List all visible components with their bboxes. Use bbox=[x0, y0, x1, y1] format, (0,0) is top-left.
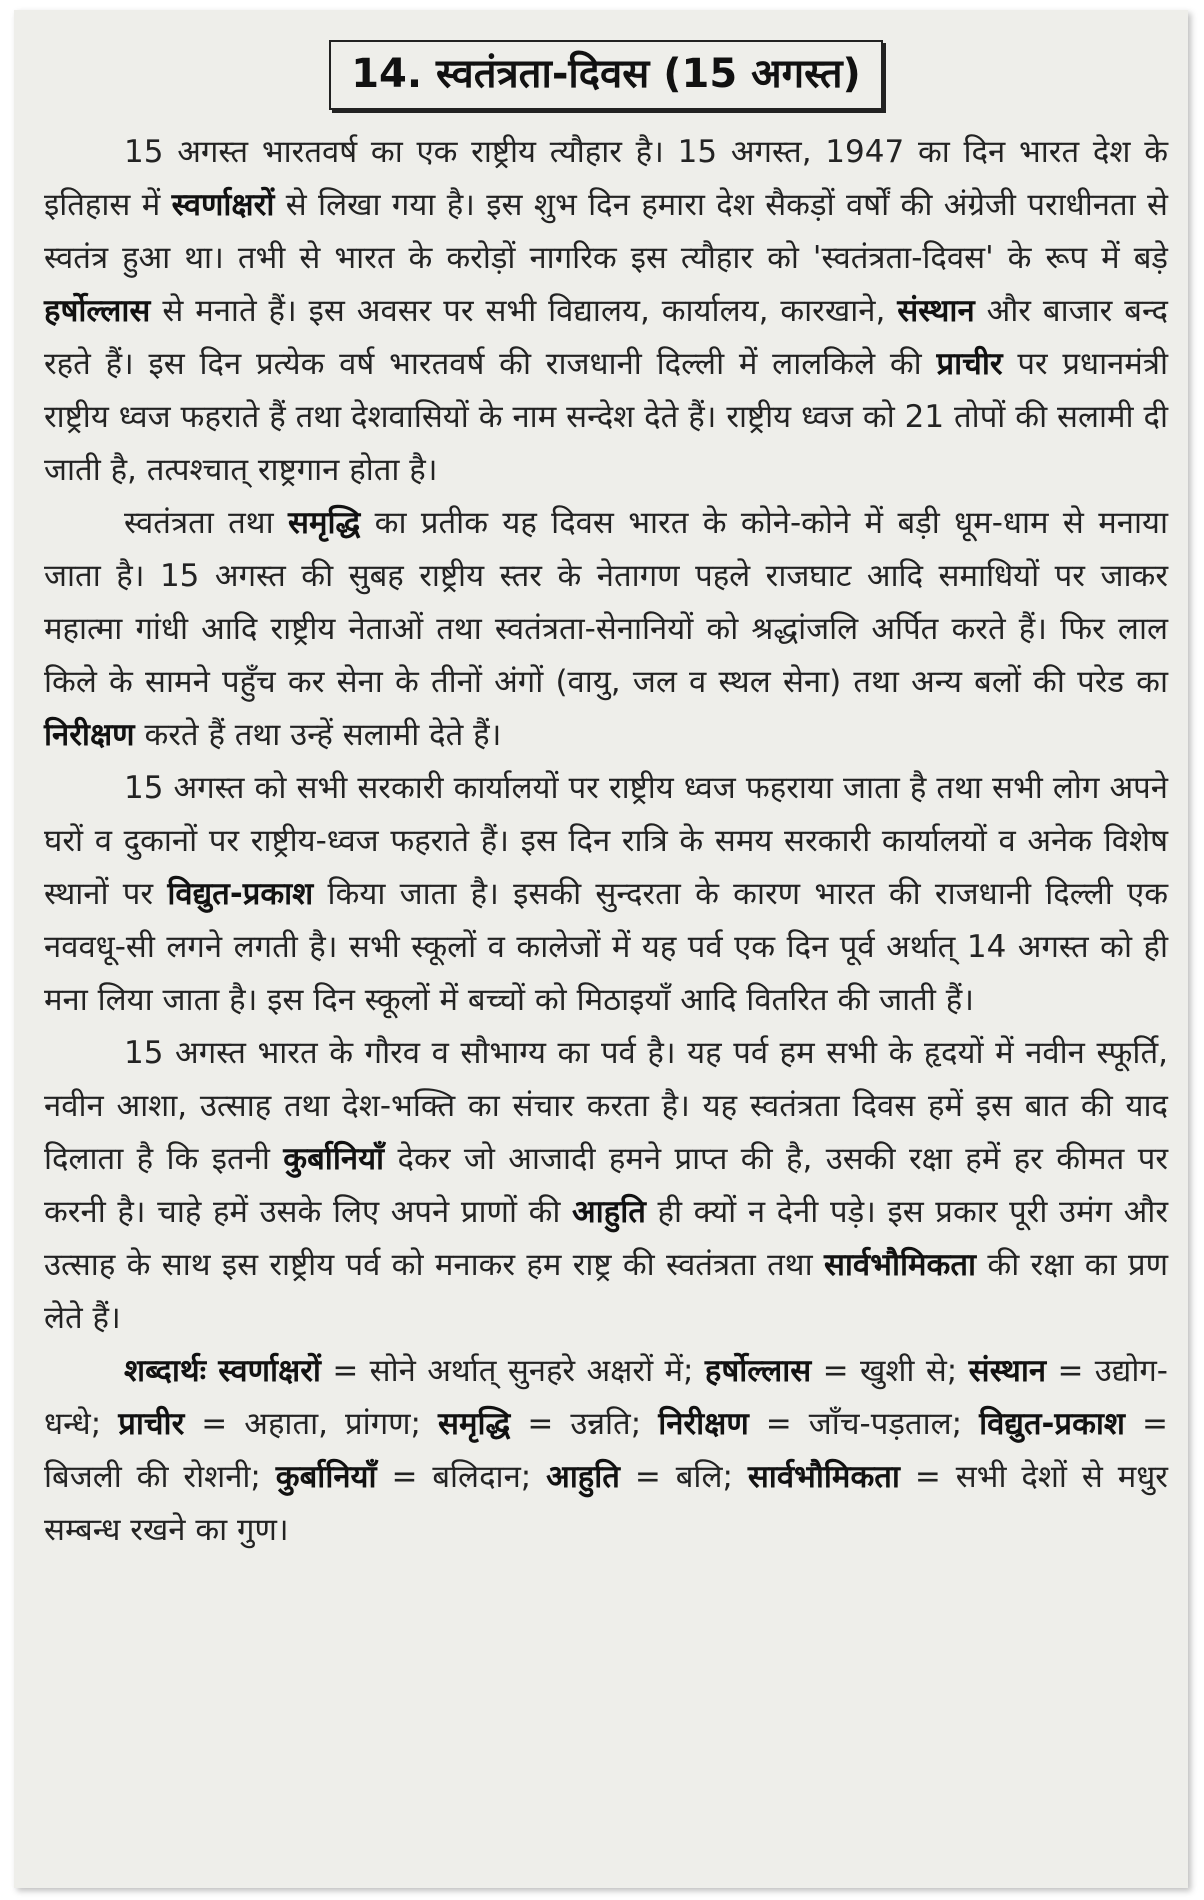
bold-keyword: आहुति bbox=[546, 1459, 620, 1495]
book-page bbox=[14, 10, 1188, 1888]
text-run: = बलि; bbox=[619, 1459, 748, 1495]
bold-keyword: विद्युत-प्रकाश bbox=[167, 876, 314, 912]
text-run: 15 अगस्त भारत के गौरव व सौभाग्य का पर्व है। यह पर्व हम सभी के हृदयों में नवीन स्फूर्ति, नवीन आशा, उत्साह तथा देश-भक्ति का संचार करता है। यह स्वतंत्रता दिवस हमें इस बात की याद दिलाता है कि इतनी bbox=[44, 1035, 1168, 1177]
paragraph-3 bbox=[44, 762, 1168, 1027]
bold-keyword: समृद्धि bbox=[438, 1406, 511, 1442]
bold-keyword: सार्वभौमिकता bbox=[823, 1247, 977, 1283]
bold-keyword: संस्थान bbox=[968, 1353, 1047, 1389]
text-run: = खुशी से; bbox=[811, 1353, 969, 1389]
bold-keyword: संस्थान bbox=[897, 293, 975, 329]
text-run: पर प्रधानमंत्री राष्ट्रीय ध्वज फहराते हैं तथा देशवासियों के नाम सन्देश देते हैं। राष्ट्रीय ध्वज को 21 तोपों की सलामी दी जाती है, तत्पश्चात् राष्ट्रगान होता है। bbox=[44, 346, 1168, 488]
bold-keyword: निरीक्षण bbox=[44, 717, 135, 753]
bold-keyword: प्राचीर bbox=[118, 1406, 185, 1442]
glossary bbox=[44, 1345, 1168, 1557]
essay-body bbox=[44, 126, 1168, 1345]
bold-keyword: कुर्बानियाँ bbox=[283, 1141, 385, 1177]
text-run: = अहाता, प्रांगण; bbox=[184, 1406, 439, 1442]
text-run: किया जाता है। इसकी सुन्दरता के कारण भारत की राजधानी दिल्ली एक नववधू-सी लगने लगती है। सभी स्कूलों व कालेजों में यह पर्व एक दिन पूर्व अर्थात् 14 अगस्त को ही मना लिया जाता है। इस दिन स्कूलों में बच्चों को मिठाइयाँ आदि वितरित की जाती हैं। bbox=[44, 876, 1168, 1018]
bold-keyword: आहुति bbox=[572, 1194, 646, 1230]
bold-keyword: हर्षोल्लास bbox=[704, 1353, 812, 1389]
bold-keyword: स्वर्णाक्षरों bbox=[218, 1353, 321, 1389]
bold-keyword: हर्षोल्लास bbox=[44, 293, 151, 329]
text-run: = जाँच-पड़ताल; bbox=[748, 1406, 980, 1442]
bold-keyword: स्वर्णाक्षरों bbox=[171, 187, 275, 223]
text-run: देकर जो आजादी हमने प्राप्त की है, उसकी रक्षा हमें हर कीमत पर करनी है। चाहे हमें उसके लिए अपने प्राणों की bbox=[44, 1141, 1168, 1230]
bold-keyword: निरीक्षण bbox=[658, 1406, 749, 1442]
text-run: = उन्नति; bbox=[510, 1406, 659, 1442]
text-run: की रक्षा का प्रण लेते हैं। bbox=[44, 1247, 1169, 1336]
bold-keyword: सार्वभौमिकता bbox=[747, 1459, 900, 1495]
paragraph-2 bbox=[44, 497, 1168, 762]
text-run: स्वतंत्रता तथा bbox=[124, 505, 289, 541]
bold-keyword: विद्युत-प्रकाश bbox=[979, 1406, 1125, 1442]
paragraph-4 bbox=[44, 1027, 1168, 1345]
text-run: = सोने अर्थात् सुनहरे अक्षरों में; bbox=[320, 1353, 705, 1389]
text-run: = बलिदान; bbox=[376, 1459, 547, 1495]
text-run: का प्रतीक यह दिवस भारत के कोने-कोने में बड़ी धूम-धाम से मनाया जाता है। 15 अगस्त की सुबह राष्ट्रीय स्तर के नेतागण पहले राजघाट आदि समाधियों पर जाकर महात्मा गांधी आदि राष्ट्रीय नेताओं तथा स्वतंत्रता-सेनानियों को श्रद्धांजलि अर्पित करते हैं। फिर लाल किले के सामने पहुँच कर सेना के तीनों अंगों (वायु, जल व स्थल सेना) तथा अन्य बलों की परेड का bbox=[44, 505, 1168, 700]
bold-keyword: कुर्बानियाँ bbox=[275, 1459, 377, 1495]
text-run: से मनाते हैं। इस अवसर पर सभी विद्यालय, कार्यालय, कारखाने, bbox=[150, 293, 898, 329]
text-run: और बाजार बन्द रहते हैं। इस दिन प्रत्येक वर्ष भारतवर्ष की राजधानी दिल्ली में लालकिले की bbox=[44, 293, 1168, 382]
bold-keyword: प्राचीर bbox=[936, 346, 1003, 382]
text-run: 15 अगस्त भारतवर्ष का एक राष्ट्रीय त्यौहार है। 15 अगस्त, 1947 का दिन भारत देश के इतिहास में bbox=[44, 134, 1168, 223]
text-run: = बिजली की रोशनी; bbox=[44, 1406, 1168, 1495]
text-run: = सभी देशों से मधुर सम्बन्ध रखने का गुण। bbox=[44, 1459, 1168, 1548]
title-wrapper bbox=[44, 40, 1168, 110]
text-run: = उद्योग-धन्धे; bbox=[44, 1353, 1168, 1442]
bold-keyword: समृद्धि bbox=[288, 505, 361, 541]
chapter-title: 14. स्वतंत्रता-दिवस (15 अगस्त) bbox=[329, 40, 883, 110]
text-run: 15 अगस्त को सभी सरकारी कार्यालयों पर राष्ट्रीय ध्वज फहराया जाता है तथा सभी लोग अपने घरों व दुकानों पर राष्ट्रीय-ध्वज फहराते हैं। इस दिन रात्रि के समय सरकारी कार्यालयों व अनेक विशेष स्थानों पर bbox=[44, 770, 1168, 912]
paragraph-1 bbox=[44, 126, 1168, 497]
text-run: से लिखा गया है। इस शुभ दिन हमारा देश सैकड़ों वर्षों की अंग्रेजी पराधीनता से स्वतंत्र हुआ था। तभी से भारत के करोड़ों नागरिक इस त्यौहार को 'स्वतंत्रता-दिवस' के रूप में बड़े bbox=[44, 187, 1168, 276]
text-run: करते हैं तथा उन्हें सलामी देते हैं। bbox=[134, 717, 502, 753]
bold-keyword: शब्दार्थः bbox=[124, 1353, 219, 1389]
text-run: ही क्यों न देनी पड़े। इस प्रकार पूरी उमंग और उत्साह के साथ इस राष्ट्रीय पर्व को मनाकर हम राष्ट्र की स्वतंत्रता तथा bbox=[44, 1194, 1168, 1283]
